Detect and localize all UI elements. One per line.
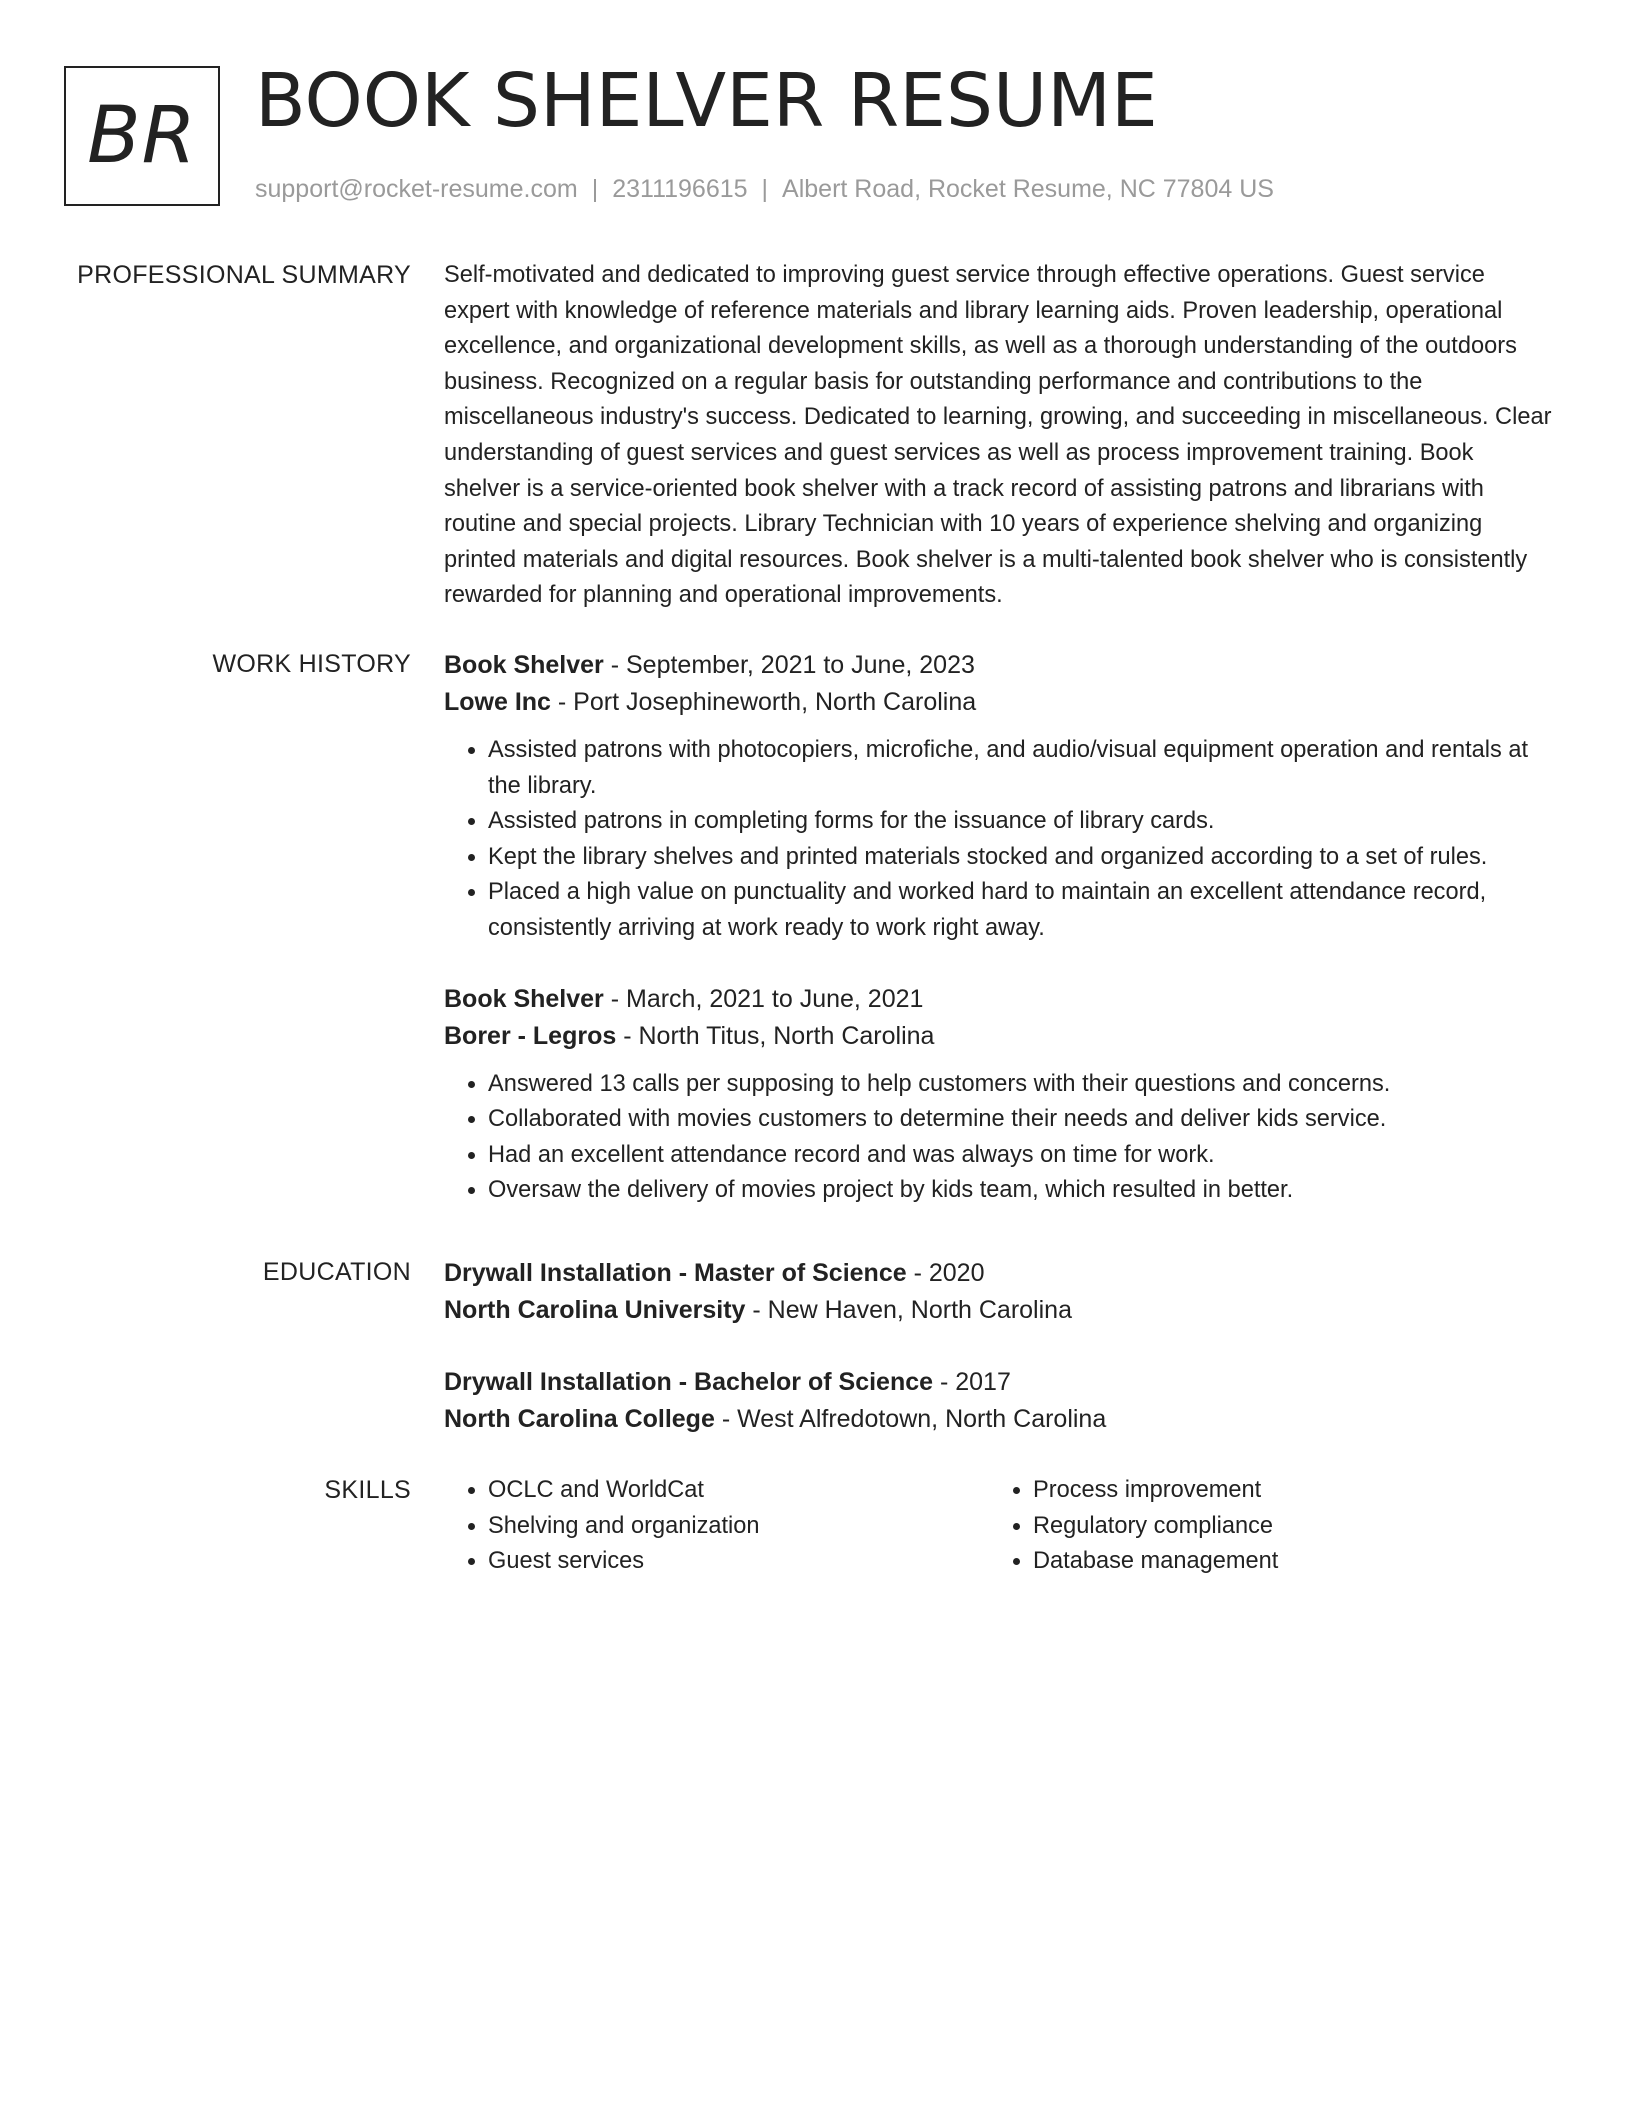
job-duties-list	[444, 1067, 1554, 1209]
contact-separator: |	[591, 175, 599, 203]
contact-address: Albert Road, Rocket Resume, NC 77804 US	[782, 175, 1274, 203]
job-company-line	[444, 684, 1554, 721]
job-title-line	[444, 981, 1554, 1018]
education-degree: Drywall Installation - Master of Science	[444, 1259, 907, 1287]
job-duty: • Assisted patrons with photocopiers, microfiche, and audio/visual equipment operation and rentals at the library.	[488, 733, 1554, 804]
skill-item: • Regulatory compliance	[1033, 1509, 1534, 1545]
section-label-work-history: WORK HISTORY	[212, 650, 411, 678]
education-year: - 2020	[906, 1259, 985, 1287]
education-location: - New Haven, North Carolina	[745, 1296, 1072, 1324]
work-history-body	[444, 647, 1554, 1209]
job-entry	[444, 981, 1554, 1209]
contact-separator: |	[761, 175, 769, 203]
education-school-line	[444, 1292, 1554, 1329]
education-degree: Drywall Installation - Bachelor of Science	[444, 1368, 934, 1396]
skill-item: • Process improvement	[1033, 1473, 1534, 1509]
job-location: - North Titus, North Carolina	[616, 1021, 935, 1050]
job-dates: - September, 2021 to June, 2023	[603, 651, 975, 679]
education-year: - 2017	[933, 1368, 1011, 1396]
job-entry	[444, 647, 1554, 947]
section-label-skills: SKILLS	[324, 1476, 411, 1504]
section-label-education: EDUCATION	[262, 1258, 411, 1286]
education-degree-line	[444, 1255, 1554, 1292]
job-duty: • Assisted patrons in completing forms for the issuance of library cards.	[488, 804, 1554, 840]
education-degree-line	[444, 1364, 1554, 1401]
education-school: North Carolina College	[444, 1405, 715, 1433]
education-school-line	[444, 1401, 1554, 1438]
section-label-summary: PROFESSIONAL SUMMARY	[77, 261, 411, 289]
contact-line	[255, 172, 1274, 206]
education-entry	[444, 1255, 1554, 1329]
job-title-line	[444, 647, 1554, 684]
summary-body	[444, 258, 1554, 614]
skills-list	[989, 1473, 1534, 1580]
job-dates: - March, 2021 to June, 2021	[603, 984, 924, 1013]
job-company: Borer - Legros	[444, 1021, 617, 1050]
job-duty: • Kept the library shelves and printed materials stocked and organized according to a set of rules.	[488, 840, 1554, 876]
job-duty: • Collaborated with movies customers to determine their needs and deliver kids service.	[488, 1102, 1554, 1138]
job-company-line	[444, 1018, 1554, 1055]
monogram-badge	[64, 66, 220, 206]
contact-phone[interactable]: 2311196615	[612, 175, 748, 203]
job-duty: • Oversaw the delivery of movies project by kids team, which resulted in better.	[488, 1173, 1554, 1209]
skill-item: • Database management	[1033, 1544, 1534, 1580]
resume-title: BOOK SHELVER RESUME	[255, 58, 1158, 144]
education-location: - West Alfredotown, North Carolina	[714, 1405, 1107, 1433]
job-duty: • Placed a high value on punctuality and worked hard to maintain an excellent attendance record, consistently arriving at work ready to work right away.	[488, 875, 1554, 946]
skills-list	[444, 1473, 989, 1580]
skills-column-right	[989, 1473, 1534, 1580]
skill-item: • Guest services	[488, 1544, 989, 1580]
summary-text: Self-motivated and dedicated to improving guest service through effective operations. Guest service expert with knowledge of reference materials and library learning aids. Proven leadership, operational excellence, and organizational development skills, as well as a thorough understanding of the outdoors business. Recognized on a regular basis for outstanding performance and contributions to the miscellaneous industry's success. Dedicated to learning, growing, and succeeding in miscellaneous. Clear understanding of guest services and guest services as well as process improvement training. Book shelver is a service-oriented book shelver with a track record of assisting patrons and librarians with routine and special projects. Library Technician with 10 years of experience shelving and organizing printed materials and digital resources. Book shelver is a multi-talented book shelver who is consistently rewarded for planning and operational improvements.	[444, 262, 1552, 609]
skill-item: • OCLC and WorldCat	[488, 1473, 989, 1509]
job-duty: • Answered 13 calls per supposing to help customers with their questions and concerns.	[488, 1067, 1554, 1103]
job-duties-list	[444, 733, 1554, 947]
skills-body	[444, 1473, 1554, 1580]
education-body	[444, 1255, 1554, 1438]
education-entry	[444, 1364, 1554, 1438]
skills-grid	[444, 1473, 1554, 1580]
job-title: Book Shelver	[444, 984, 604, 1013]
monogram-initials: BR	[87, 91, 197, 181]
skill-item: • Shelving and organization	[488, 1509, 989, 1545]
job-title: Book Shelver	[444, 651, 604, 679]
job-duty: • Had an excellent attendance record and was always on time for work.	[488, 1138, 1554, 1174]
job-company: Lowe Inc	[444, 688, 551, 716]
education-school: North Carolina University	[444, 1296, 746, 1324]
job-location: - Port Josephineworth, North Carolina	[550, 688, 977, 716]
contact-email[interactable]: support@rocket-resume.com	[255, 175, 578, 203]
skills-column-left	[444, 1473, 989, 1580]
